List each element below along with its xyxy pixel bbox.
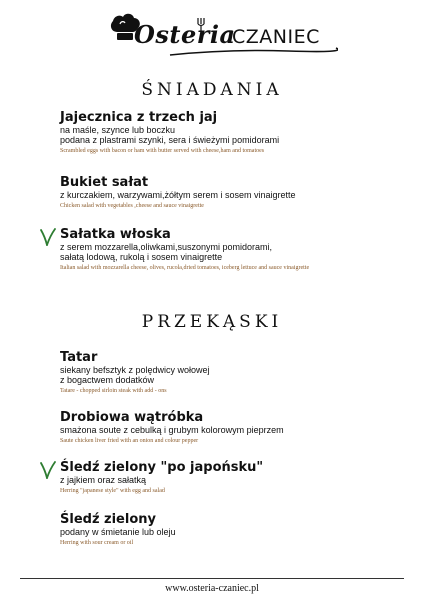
- item-english: Tatare - chopped sirloin steak with add - ons: [60, 388, 167, 394]
- item-name: Śledź zielony: [60, 512, 156, 527]
- item-name: Sałatka włoska: [60, 227, 171, 242]
- menu-item: [60, 110, 390, 156]
- item-description: z bogactwem dodatków: [60, 375, 155, 385]
- brand-name-script: Osteria: [134, 20, 236, 49]
- item-english: Herring with sour cream or oil: [60, 540, 134, 546]
- menu-item: [60, 227, 390, 273]
- item-description: z jajkiem oraz sałatką: [60, 475, 147, 485]
- menu-item: [60, 512, 390, 548]
- section-title-starters: PRZEKĄSKI: [141, 312, 283, 332]
- item-english: Saute chicken liver fried with an onion and colour pepper: [60, 438, 199, 444]
- fork-icon: [196, 17, 208, 39]
- item-name: Tatar: [60, 350, 98, 365]
- vegetarian-leaf-icon: [40, 461, 56, 479]
- item-description: z serem mozzarella,oliwkami,suszonymi pomidorami,: [60, 242, 273, 252]
- menu-item: [60, 175, 390, 211]
- item-name: Bukiet sałat: [60, 175, 149, 190]
- item-english: Herring "japanese style" with egg and salad: [60, 488, 165, 494]
- footer-divider: [20, 578, 404, 579]
- item-description: z kurczakiem, warzywami,żółtym serem i sosem vinaigrette: [60, 190, 296, 200]
- footer-url[interactable]: www.osteria-czaniec.pl: [165, 583, 259, 594]
- item-english: Chicken salad with vegetables ,cheese and sauce vinaigrette: [60, 203, 204, 209]
- item-description: na maśle, szynce lub boczku: [60, 125, 176, 135]
- item-description: sałatą lodową, rukolą i sosem vinaigrette: [60, 252, 223, 262]
- item-description: smażona soute z cebulką i grubym kolorowym pieprzem: [60, 425, 284, 435]
- section-title-breakfast: ŚNIADANIA: [141, 80, 283, 100]
- item-name: Drobiowa wątróbka: [60, 410, 204, 425]
- menu-item: [60, 410, 390, 446]
- menu-item: [60, 350, 390, 396]
- brand-name-caps: CZANIEC: [232, 26, 320, 48]
- menu-item: [60, 460, 390, 496]
- item-name: Jajecznica z trzech jaj: [60, 110, 218, 125]
- item-english: Scrambled eggs with bacon or ham with butter served with cheese,ham and tomatoes: [60, 148, 265, 154]
- brand-logo: [108, 6, 338, 56]
- item-description: podany w śmietanie lub oleju: [60, 527, 176, 537]
- logo-swoosh: [168, 46, 338, 58]
- item-description: podana z plastrami szynki, sera i świeżymi pomidorami: [60, 135, 280, 145]
- vegetarian-leaf-icon: [40, 228, 56, 246]
- item-description: siekany befsztyk z polędwicy wołowej: [60, 365, 210, 375]
- item-name: Śledź zielony "po japońsku": [60, 460, 264, 475]
- item-english: Italian salad with mozzarella cheese, olives, rucola,dried tomatoes, iceberg lettuce and sauce vinaigrette: [60, 265, 310, 271]
